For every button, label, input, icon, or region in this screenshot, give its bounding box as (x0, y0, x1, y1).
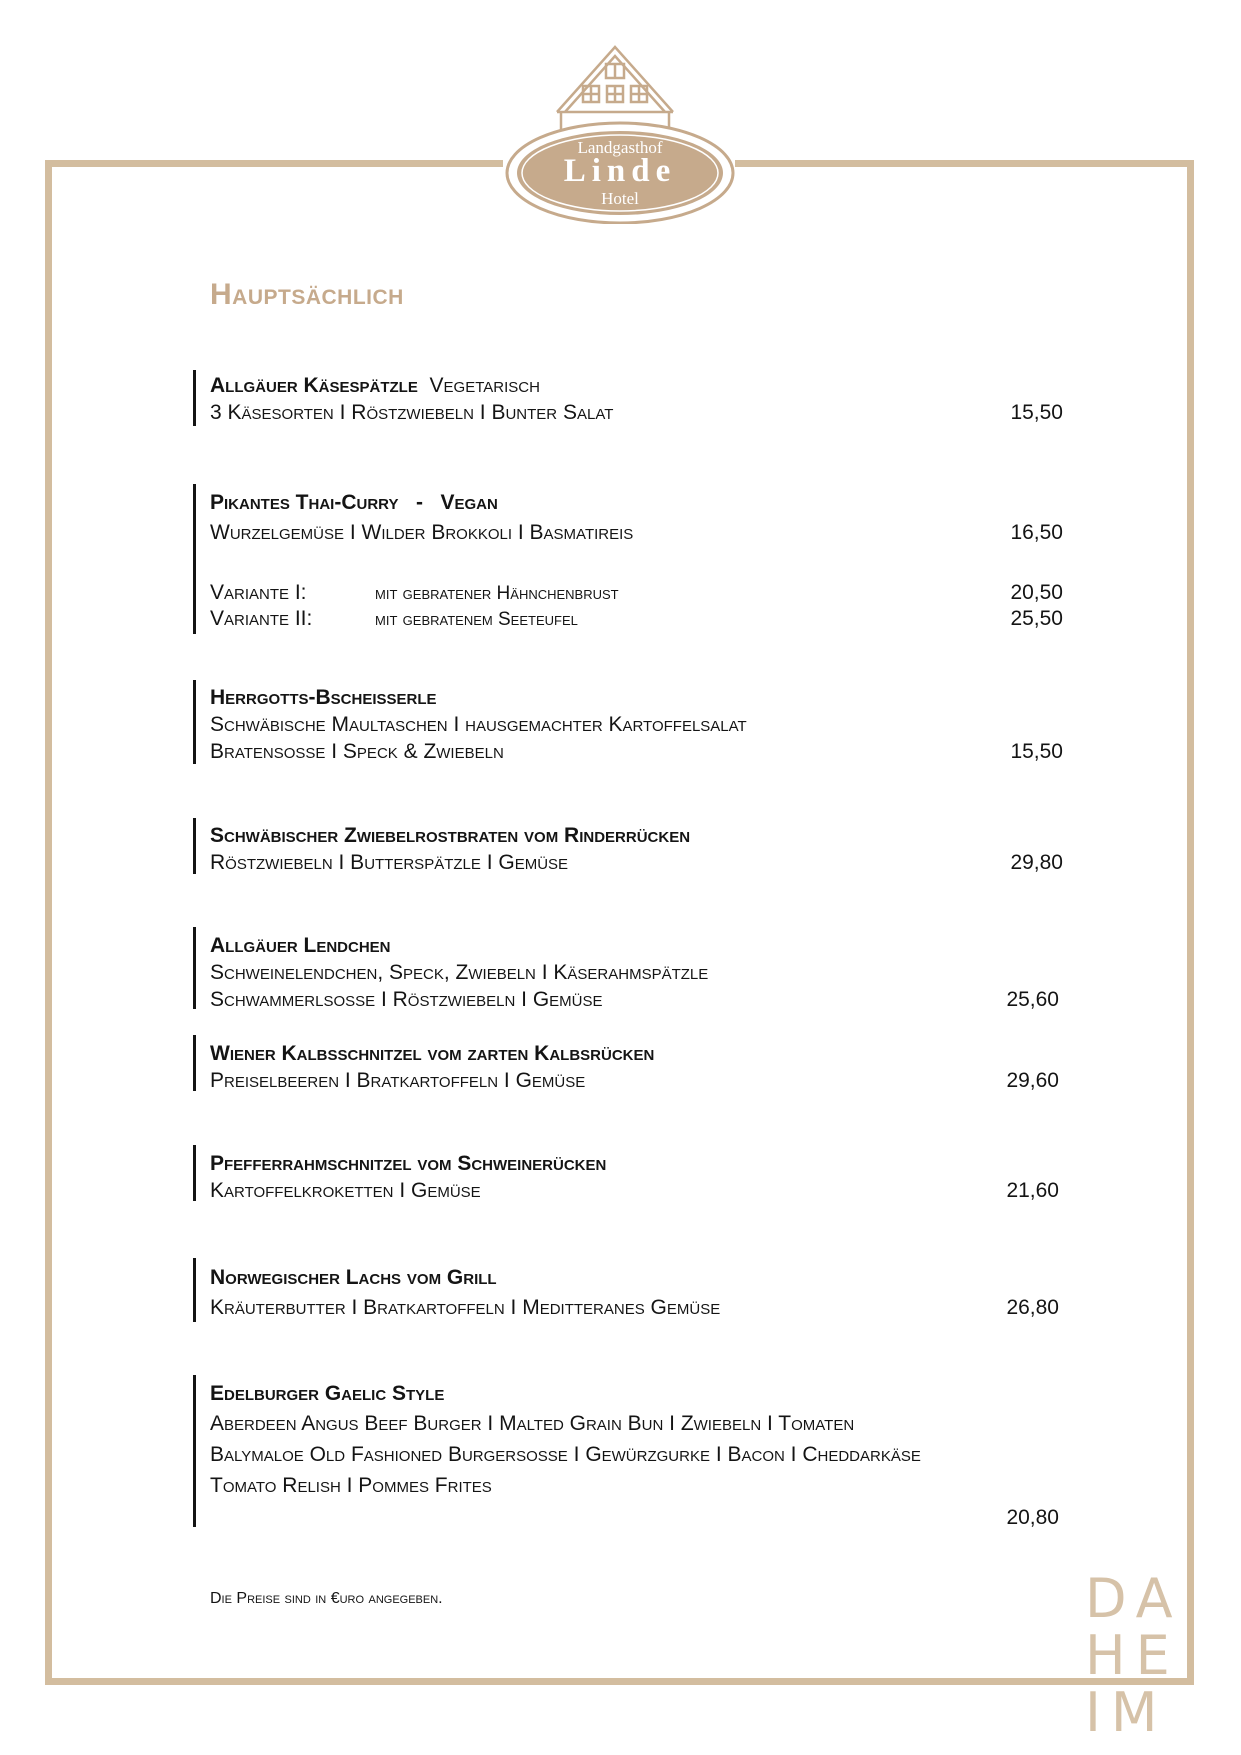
menu-item-desc: Kräuterbutter I Bratkartoffeln I Meditteranes Gemüse (210, 1296, 721, 1319)
menu-item-bar (193, 484, 196, 634)
menu-item-desc: Tomato Relish I Pommes Frites (210, 1474, 492, 1497)
menu-item-title: Pikantes Thai-Curry - Vegan (210, 491, 498, 514)
menu-item-desc: Kartoffelkroketten I Gemüse (210, 1179, 481, 1202)
logo-line1: Landgasthof (577, 138, 663, 157)
logo-line2: Linde (563, 153, 677, 189)
variant-label: Variante I: (210, 581, 307, 604)
variant-price: 20,50 (1010, 581, 1063, 604)
frame-right (1187, 160, 1194, 1685)
menu-item-title: Wiener Kalbsschnitzel vom zarten Kalbsrücken (210, 1042, 655, 1065)
menu-item-price: 26,80 (1006, 1296, 1059, 1319)
menu-item-bar (193, 1035, 196, 1091)
menu-item-price: 25,60 (1006, 988, 1059, 1011)
logo-line3: Hotel (601, 189, 639, 208)
menu-item-price: 16,50 (1010, 521, 1063, 544)
menu-item-price: 21,60 (1006, 1179, 1059, 1202)
menu-item-bar (193, 370, 196, 426)
variant-desc: mit gebratenem Seeteufel (375, 609, 578, 630)
item-title-text: Allgäuer Käsespätzle (210, 374, 418, 397)
menu-item-desc: Preiselbeeren I Bratkartoffeln I Gemüse (210, 1069, 586, 1092)
variant-label: Variante II: (210, 607, 313, 630)
menu-item-bar (193, 1375, 196, 1527)
frame-bottom (45, 1678, 1194, 1685)
menu-item-desc: Schwäbische Maultaschen I hausgemachter Kartoffelsalat (210, 713, 747, 736)
menu-item-price: 15,50 (1010, 401, 1063, 424)
frame-top-left (45, 160, 503, 167)
watermark-line: IM (1085, 1681, 1168, 1744)
menu-item-price: 29,60 (1006, 1069, 1059, 1092)
hotel-logo (505, 42, 735, 224)
menu-item-bar (193, 1145, 196, 1201)
menu-item-title: Allgäuer Lendchen (210, 934, 391, 957)
variant-price: 25,50 (1010, 607, 1063, 630)
menu-item-price: 15,50 (1010, 740, 1063, 763)
menu-item-desc: 3 Käsesorten I Röstzwiebeln I Bunter Salat (210, 401, 614, 424)
price-footnote: Die Preise sind in €uro angegeben. (210, 1590, 443, 1607)
menu-item-bar (193, 1258, 196, 1322)
menu-item-desc: Balymaloe Old Fashioned Burgersoße I Gewürzgurke I Bacon I Cheddarkäse (210, 1443, 921, 1466)
watermark-line: HE (1085, 1624, 1180, 1687)
frame-top-right (735, 160, 1194, 167)
daheim-watermark (1085, 1567, 1183, 1744)
section-title: Hauptsächlich (210, 278, 404, 311)
watermark-line: DA (1085, 1567, 1183, 1630)
variant-desc: mit gebratener Hähnchenbrust (375, 583, 619, 604)
menu-item-title: Herrgotts-Bscheisserle (210, 686, 437, 709)
item-tag: Vegetarisch (429, 374, 540, 397)
menu-item-desc: Schweinelendchen, Speck, Zwiebeln I Käserahmspätzle (210, 961, 709, 984)
menu-item-bar (193, 818, 196, 874)
menu-item-desc: Schwammerlsoße I Röstzwiebeln I Gemüse (210, 988, 603, 1011)
menu-item-title: Pfefferrahmschnitzel vom Schweinerücken (210, 1152, 607, 1175)
frame-left (45, 160, 52, 1685)
menu-item-desc: Wurzelgemüse I Wilder Brokkoli I Basmatireis (210, 521, 634, 544)
menu-item-bar (193, 927, 196, 1009)
menu-item-title (210, 375, 540, 396)
menu-item-desc: Aberdeen Angus Beef Burger I Malted Grain Bun I Zwiebeln I Tomaten (210, 1412, 855, 1435)
menu-item-price: 29,80 (1010, 851, 1063, 874)
menu-item-title: Edelburger Gaelic Style (210, 1382, 445, 1405)
menu-item-price: 20,80 (1006, 1506, 1059, 1529)
menu-item-title: Schwäbischer Zwiebelrostbraten vom Rinderrücken (210, 824, 691, 847)
menu-item-title: Norwegischer Lachs vom Grill (210, 1266, 497, 1289)
menu-item-bar (193, 680, 196, 764)
menu-item-desc: Bratensoße I Speck & Zwiebeln (210, 740, 504, 763)
menu-item-desc: Röstzwiebeln I Butterspätzle I Gemüse (210, 851, 569, 874)
